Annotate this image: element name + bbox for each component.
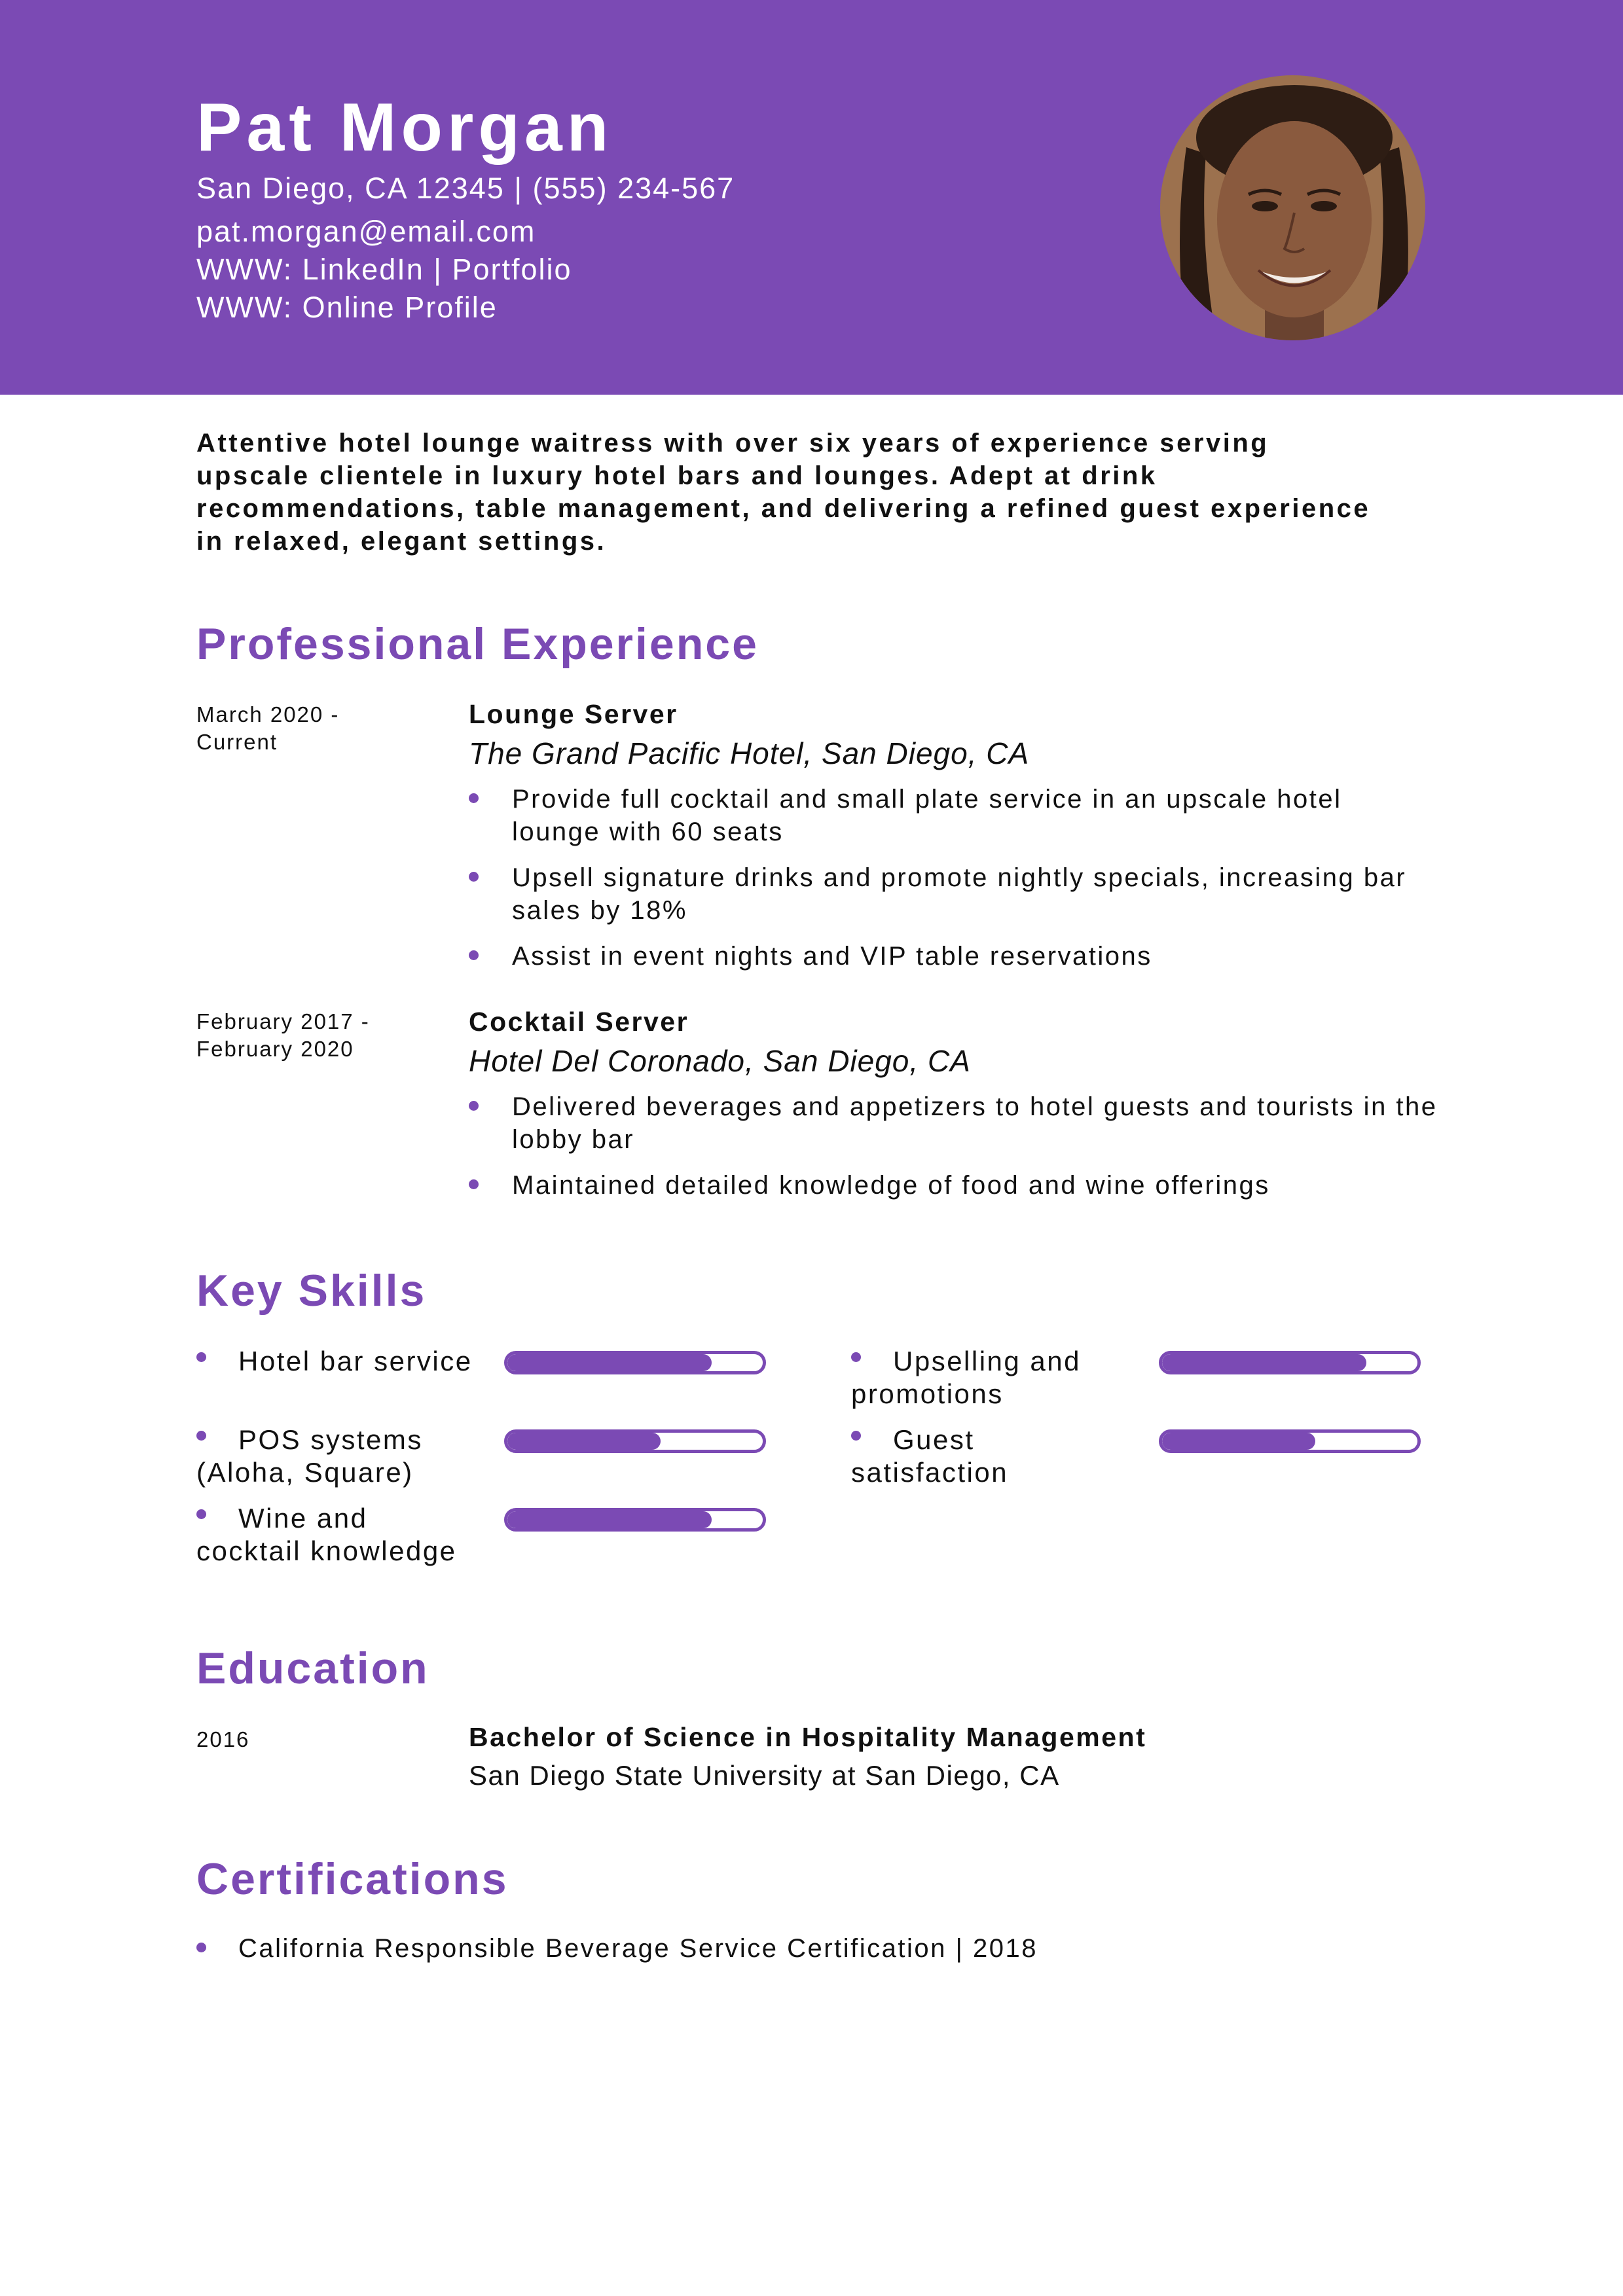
social-links[interactable]: WWW: LinkedIn | Portfolio [196,253,572,286]
skill-level-bar [504,1429,766,1453]
section-title-certifications: Certifications [196,1854,509,1904]
skill-label: Hotel bar service [238,1346,473,1376]
skill-level-bar [1159,1429,1421,1453]
job-bullet: Maintained detailed knowledge of food and wine offerings [512,1171,1270,1200]
bullet-dot-icon [469,1101,479,1111]
professional-summary: Attentive hotel lounge waitress with over six years of experience serving upscale clientele in luxury hotel bars and lounges. Adept at drink recommendations, table management, and delivering a refined guest experience in relaxed, elegant settings. [196,429,1371,556]
bullet-dot-icon [196,1943,206,1952]
bullet-dot-icon [469,1179,479,1189]
bullet-dot-icon [469,872,479,882]
job-bullet: Delivered beverages and appetizers to hotel guests and tourists in the lobby bar [512,1092,1438,1154]
education-school: San Diego State University at San Diego, CA [469,1760,1060,1791]
skill-label: Guest satisfaction [851,1424,1009,1488]
job-role: Lounge Server [469,699,678,729]
job-bullet: Upsell signature drinks and promote nightly specials, increasing bar sales by 18% [512,863,1407,925]
candidate-name: Pat Morgan [196,90,613,166]
email-link[interactable]: pat.morgan@email.com [196,215,536,248]
certification-item: California Responsible Beverage Service Certification | 2018 [238,1934,1038,1963]
header-banner [0,0,1623,395]
section-title-experience: Professional Experience [196,619,759,669]
skill-label: Upselling and promotions [851,1346,1082,1409]
job-dates: February 2017 - February 2020 [196,1009,370,1061]
job-bullet: Provide full cocktail and small plate service in an upscale hotel lounge with 60 seats [512,785,1342,846]
profile-photo [1160,75,1425,340]
online-profile-link[interactable]: WWW: Online Profile [196,291,498,324]
section-title-skills: Key Skills [196,1266,427,1316]
job-company: The Grand Pacific Hotel, San Diego, CA [469,736,1030,770]
skill-label: POS systems (Aloha, Square) [196,1424,423,1488]
job-company: Hotel Del Coronado, San Diego, CA [469,1044,971,1078]
skill-level-bar [504,1508,766,1532]
skill-level-bar [1159,1351,1421,1374]
bullet-dot-icon [469,950,479,960]
skill-label: Wine and cocktail knowledge [196,1503,457,1566]
section-title-education: Education [196,1643,429,1693]
job-bullet: Assist in event nights and VIP table reservations [512,942,1152,971]
education-year: 2016 [196,1727,250,1751]
skill-level-bar [504,1351,766,1374]
job-role: Cocktail Server [469,1007,689,1037]
job-dates: March 2020 - Current [196,702,340,754]
bullet-dot-icon [469,793,479,803]
education-degree: Bachelor of Science in Hospitality Management [469,1722,1147,1752]
address-phone: San Diego, CA 12345 | (555) 234-567 [196,171,735,205]
